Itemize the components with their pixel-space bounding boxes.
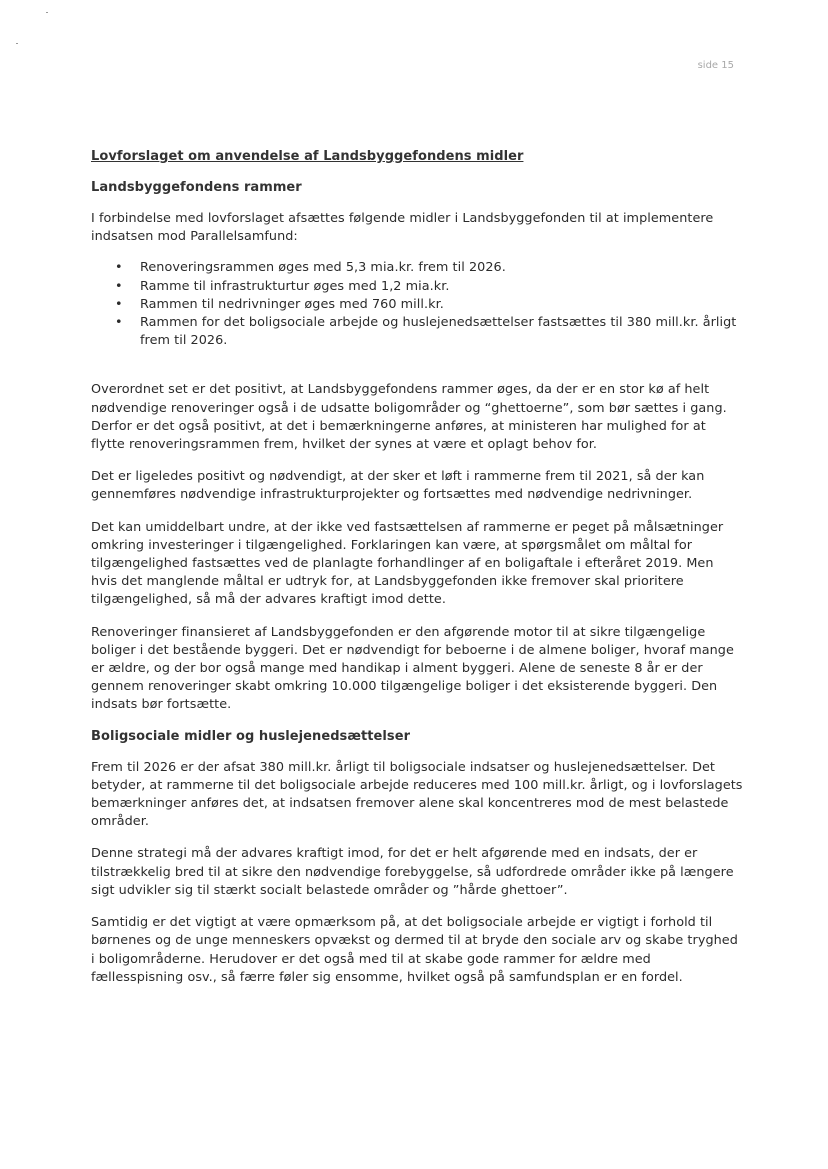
list-item: • Rammen for det boligsociale arbejde og huslejenedsættelser fastsættes til 380 mill.kr. årligt frem til 2026. bbox=[91, 314, 743, 350]
body-paragraph: Det kan umiddelbart undre, at der ikke ved fastsættelsen af rammerne er peget på målsætninger omkring investeringer i tilgængelighed. Forklaringen kan være, at spørgsmålet om måltal for tilgængelighed fastsættes ved de planlagte forhandlinger af en boligaftale i efteråret 2019. Men hvis det manglende måltal er udtryk for, at Landsbyggefonden ikke fremover skal prioritere tilgængelighed, så må der advares kraftigt imod dette. bbox=[91, 519, 724, 608]
body-paragraph: Overordnet set er det positivt, at Landsbyggefondens rammer øges, da der er en stor kø af helt nødvendige renoveringer også i de udsatte boligområder og “ghettoerne”, som bør sættes i gang. Derfor er det også positivt, at det i bemærkningerne anføres, at ministeren har mulighed for at flytte renoveringsrammen frem, hvilket der synes at være et oplagt behov for. bbox=[91, 382, 727, 453]
funding-list bbox=[91, 259, 743, 350]
section-heading: Landsbyggefondens rammer bbox=[91, 180, 302, 195]
body-paragraph: Denne strategi må der advares kraftigt imod, for det er helt afgørende med en indsats, der er tilstrækkelig bred til at sikre den nødvendige forebyggelse, så udfordrede områder ikke på længere sigt udvikler sig til stærkt socialt belastede områder og ”hårde ghettoer”. bbox=[91, 846, 734, 898]
list-item: • Ramme til infrastrukturtur øges med 1,2 mia.kr. bbox=[91, 278, 743, 296]
intro-paragraph: I forbindelse med lovforslaget afsættes følgende midler i Landsbyggefonden til at implementere indsatsen mod Parallelsamfund: bbox=[91, 211, 714, 245]
body-paragraph: Frem til 2026 er der afsat 380 mill.kr. årligt til boligsociale indsatser og huslejenedsættelser. Det betyder, at rammerne til det boligsociale arbejde reduceres med 100 mill.kr. årligt, og i lovforslagets bemærkninger anføres det, at indsatsen fremover alene skal koncentreres mod de mest belastede områder. bbox=[91, 759, 743, 830]
list-item: • Renoveringsrammen øges med 5,3 mia.kr. frem til 2026. bbox=[91, 259, 743, 277]
section-heading: Boligsociale midler og huslejenedsættelser bbox=[91, 728, 411, 744]
body-paragraph: Renoveringer finansieret af Landsbyggefonden er den afgørende motor til at sikre tilgængelige boliger i det bestående byggeri. Det er nødvendigt for beboerne i de almene boliger, hvoraf mange er ældre, og der bor også mange med handikap i alment byggeri. Alene de seneste 8 år er der gennem renoveringer skabt omkring 10.000 tilgængelige boliger i det eksisterende byggeri. Den indsats bør fortsætte. bbox=[91, 624, 734, 713]
main-heading: Lovforslaget om anvendelse af Landsbyggefondens midler bbox=[91, 149, 524, 164]
body-paragraph: Samtidig er det vigtigt at være opmærksom på, at det boligsociale arbejde er vigtigt i forhold til børnenes og de unge menneskers opvækst og dermed til at bryde den sociale arv og skabe tryghed i boligområderne. Herudover er det også med til at skabe gode rammer for ældre med fællesspisning osv., så færre føler sig ensomme, hvilket også på samfundsplan er en fordel. bbox=[91, 915, 738, 985]
scan-speck bbox=[46, 12, 48, 13]
page-number: side 15 bbox=[697, 60, 734, 71]
body-paragraph: Det er ligeledes positivt og nødvendigt, at der sker et løft i rammerne frem til 2021, så der kan gennemføres nødvendige infrastrukturprojekter og fortsættes med nødvendige nedrivninger. bbox=[91, 469, 705, 503]
list-item: • Rammen til nedrivninger øges med 760 mill.kr. bbox=[91, 296, 743, 314]
document-body bbox=[91, 148, 743, 987]
scan-speck bbox=[16, 43, 18, 44]
